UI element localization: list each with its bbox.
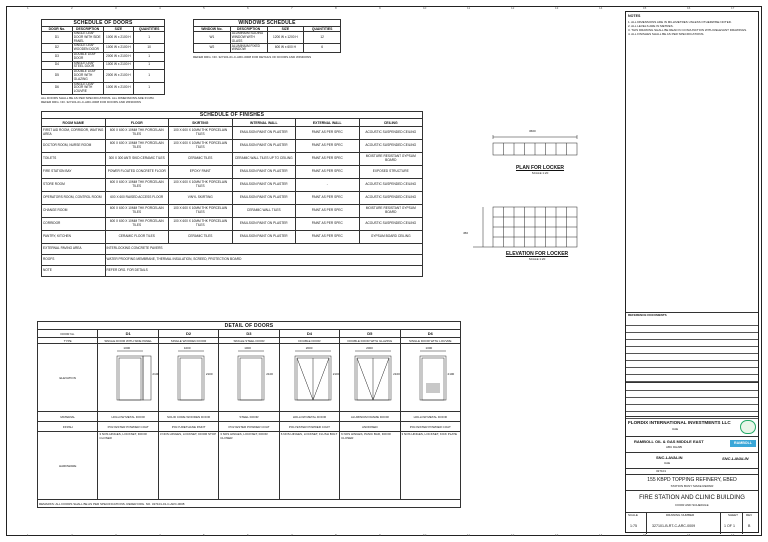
locker-elevation-sub: SCALE 1:20 xyxy=(528,257,546,261)
doors-cell: 10 xyxy=(134,44,165,53)
elev-dim-text: 450 xyxy=(463,231,469,235)
grid-number-bottom: 11 xyxy=(467,533,471,537)
grid-number-top: 1 xyxy=(27,6,29,10)
dd-types-cell: SINGLE STEEL DOOR xyxy=(219,338,279,344)
doors-cell: SINGLE LEAF STEEL DOOR xyxy=(72,61,103,70)
finishes-cell: PAINT AS PER SPEC xyxy=(296,218,360,231)
finishes-note-row xyxy=(42,244,423,255)
doors-cell: SINGLE LEAF DOOR WITH LOUVRE xyxy=(72,82,103,94)
dd-hardware-cell: 3 NOS HINGES, LOCKSET, DOOR CLOSER xyxy=(219,432,279,500)
doors-schedule-row xyxy=(42,82,165,94)
dd-elevation-cell xyxy=(219,344,279,412)
finishes-cell: 100 X 600 X 10MM THK PORCELAIN TILES xyxy=(169,140,233,153)
grid-number-top: 16 xyxy=(687,6,691,10)
finishes-cell: EXPOSED STRUCTURE xyxy=(359,166,423,179)
dd-types-cell: SINGLE WOODEN DOOR xyxy=(158,338,218,344)
grid-number-top: 5 xyxy=(203,6,205,10)
finishes-cell: ACOUSTIC SUSPENDED CEILING xyxy=(359,179,423,192)
grid-number-bottom: 12 xyxy=(511,533,515,537)
windows-schedule-title: WINDOWS SCHEDULE xyxy=(194,20,341,27)
finishes-cell: 600 X 600 X 10MM THK PORCELAIN TILES xyxy=(105,218,169,231)
grid-number-bottom: 9 xyxy=(379,533,381,537)
reference-row xyxy=(626,361,758,368)
finishes-cell: EMULSION PAINT ON PLASTER xyxy=(232,179,296,192)
door-details xyxy=(37,321,461,508)
doors-cell: 2000 W x 2100 H xyxy=(103,52,134,61)
finishes-cell: FIRST AID ROOM, CORRIDOR, WAITING AREA xyxy=(42,127,106,140)
finishes-cell: ACOUSTIC SUSPENDED CEILING xyxy=(359,192,423,205)
windows-cell: W1 xyxy=(194,32,231,44)
finishes-cell: OPERATORS ROOM, CONTROL ROOM xyxy=(42,192,106,205)
note-item: 4. ALL FINISHES SHALL BE AS PER SPECIFICATIONS. xyxy=(628,32,705,36)
locker-elevation-title: ELEVATION FOR LOCKER xyxy=(505,251,569,257)
dd-finish-cell: POLYESTER POWDER COAT xyxy=(98,422,158,432)
door-width-dim: 2000 xyxy=(305,346,313,350)
finishes-cell: CERAMIC TILES xyxy=(169,231,233,244)
finishes-cell: PAINT AS PER SPEC xyxy=(296,192,360,205)
finishes-header-internal-wall: INTERNAL WALL xyxy=(232,119,296,127)
dd-material-cell: HOLLOW METAL DOOR xyxy=(279,412,339,422)
dd-material-cell: SOLID CORE WOODEN DOOR xyxy=(158,412,218,422)
grid-number-top: 15 xyxy=(643,6,647,10)
finishes-header-ceiling: CEILING xyxy=(359,119,423,127)
title-block xyxy=(625,11,759,533)
door-height-dim: 2100 xyxy=(393,372,400,376)
finishes-row xyxy=(42,218,423,231)
finishes-row xyxy=(42,205,423,218)
notes-list xyxy=(628,20,756,36)
dd-types-cell: DOUBLE DOOR xyxy=(279,338,339,344)
grid-number-bottom: 3 xyxy=(115,533,117,537)
doors-header-qty: QUANTITIES xyxy=(134,27,165,32)
dd-material-cell: STEEL DOOR xyxy=(219,412,279,422)
grid-number-top: 3 xyxy=(115,6,117,10)
reference-row xyxy=(626,326,758,333)
finishes-cell: EMULSION PAINT ON PLASTER xyxy=(232,192,296,205)
doors-cell: 1 xyxy=(134,52,165,61)
dd-type_labels-cell: D1 xyxy=(98,330,158,338)
reference-row xyxy=(626,340,758,347)
finishes-cell: PANTRY, KITCHEN xyxy=(42,231,106,244)
grid-number-bottom: 10 xyxy=(423,533,427,537)
finishes-cell: TOILETS xyxy=(42,153,106,166)
dd-types-cell: SINGLE DOOR WITH LOUVRE xyxy=(400,338,460,344)
doors-cell: SINGLE LEAF WOODEN DOOR xyxy=(72,44,103,53)
project-no: 327101 xyxy=(656,469,667,473)
finishes-cell: ACOUSTIC SUSPENDED CEILING xyxy=(359,140,423,153)
windows-cell: 600 W x 600 H xyxy=(267,44,304,53)
reference-row xyxy=(626,347,758,354)
note-item: 2. ALL LEVELS ARE IN METRES. xyxy=(628,24,674,28)
grid-number-bottom: 8 xyxy=(335,533,337,537)
doors-schedule-title: SCHEDULE OF DOORS xyxy=(42,20,165,27)
dd-type_labels-cell: D3 xyxy=(219,330,279,338)
door-height-dim: 2100 xyxy=(447,372,455,376)
dd-hardware-cell: 3 NOS HINGES, LOCKSET, DOOR STOP xyxy=(158,432,218,500)
note-item: 1. ALL DIMENSIONS ARE IN MILLIMETRES UNLESS OTHERWISE NOTED. xyxy=(628,20,732,24)
doors-schedule-note: ALL DOORS SHALL BE AS PER SPECIFICATIONS. ALL DIMENSIONS ARE IN MM. REFER DRG. NO. 327101-01-C-ARC-0008 FOR DOORS AND WINDOWS xyxy=(41,95,155,104)
dd-type_labels-cell: D4 xyxy=(279,330,339,338)
doors-schedule-row xyxy=(42,52,165,61)
finishes-cell: MOISTURE RESISTANT GYPSUM BOARD xyxy=(359,153,423,166)
windows-cell: ALUMINIUM FIXED WINDOW xyxy=(230,44,267,53)
door-details-title: DETAIL OF DOORS xyxy=(38,322,461,330)
windows-cell: 12 xyxy=(304,32,341,44)
doors-cell: 1000 W x 2100 H xyxy=(103,82,134,94)
dd-elevation-cell xyxy=(340,344,400,412)
finishes-cell: PAINT AS PER SPEC xyxy=(296,166,360,179)
revision-row xyxy=(626,405,758,412)
grid-number-bottom: 15 xyxy=(643,533,647,537)
dd-label-no: DOOR No. xyxy=(38,330,98,338)
grid-number-top: 12 xyxy=(511,6,515,10)
notes-title: NOTES xyxy=(628,14,641,18)
windows-cell: 6 xyxy=(304,44,341,53)
grid-number-bottom: 1 xyxy=(27,533,29,537)
grid-number-bottom: 17 xyxy=(731,533,735,537)
finishes-cell: EMULSION PAINT ON PLASTER xyxy=(232,140,296,153)
door-elevation-sketch xyxy=(402,344,468,406)
drawing-number: 327101-B-RT-C-ARC-0009 xyxy=(652,524,696,528)
dd-elevation-cell xyxy=(98,344,158,412)
finishes-row xyxy=(42,231,423,244)
sheet-label: SHEET xyxy=(728,513,739,517)
doors-schedule-row xyxy=(42,70,165,82)
finishes-cell: DOCTOR ROOM, NURSE ROOM xyxy=(42,140,106,153)
doors-cell: D5 xyxy=(42,70,73,82)
project-name: 155 KBPD TOPPING REFINERY, EBED xyxy=(647,477,737,483)
finishes-row xyxy=(42,153,423,166)
dd-finish-cell: POLYESTER POWDER COAT xyxy=(279,422,339,432)
locker-plan-sub: SCALE 1:20 xyxy=(531,171,549,175)
grid-number-top: 4 xyxy=(159,6,161,10)
doors-header-size: SIZE xyxy=(103,27,134,32)
drawing-sheet xyxy=(6,6,762,536)
finishes-cell: - xyxy=(296,179,360,192)
grid-number-top: 8 xyxy=(335,6,337,10)
dd-elevation-cell xyxy=(158,344,218,412)
windows-cell: ALUMINIUM SLIDING WINDOW WITH GLASS xyxy=(230,32,267,44)
finishes-header-external-wall: EXTERNAL WALL xyxy=(296,119,360,127)
scale-label: SCALE xyxy=(628,513,638,517)
dd-elevation-cell xyxy=(279,344,339,412)
doors-schedule xyxy=(41,19,165,104)
finishes-cell: CERAMIC FLOOR TILES xyxy=(105,231,169,244)
client-sub: UAE xyxy=(672,427,679,431)
doors-header-desc: DESCRIPTION xyxy=(72,27,103,32)
windows-cell: 1200 W x 1200 H xyxy=(267,32,304,44)
plan-dim-text: 3600 xyxy=(529,129,536,133)
door-width-dim: 2000 xyxy=(366,346,373,350)
dd-material-cell: ALUMINIUM FRAME DOOR xyxy=(340,412,400,422)
reference-row xyxy=(626,333,758,340)
finishes-cell: POWER FLOATED CONCRETE FLOOR xyxy=(105,166,169,179)
door-height-dim: 2100 xyxy=(266,372,273,376)
locker-drawings xyxy=(453,125,593,275)
note-item: 3. THIS DRAWING SHALL BE READ IN CONJUNCTION WITH RELEVANT DRAWINGS. xyxy=(628,28,748,32)
doors-cell: D3 xyxy=(42,52,73,61)
windows-schedule-row xyxy=(194,32,341,44)
doors-cell: SINGLE LEAF DOOR WITH SIDE PANEL xyxy=(72,32,103,44)
door-elevation-sketch xyxy=(220,344,286,406)
dd-hardware-cell: 6 NOS HINGES, PANIC BAR, DOOR CLOSER xyxy=(340,432,400,500)
dd-hardware-cell: 3 NOS HINGES, LOCKSET, DOOR CLOSER xyxy=(98,432,158,500)
doors-cell: D2 xyxy=(42,44,73,53)
dd-elevation-cell xyxy=(400,344,460,412)
finishes-schedule xyxy=(41,111,423,277)
revision-row xyxy=(626,391,758,398)
rev-label: REV xyxy=(746,513,753,517)
finishes-cell: MOISTURE RESISTANT GYPSUM BOARD xyxy=(359,205,423,218)
windows-header-desc: DESCRIPTION xyxy=(230,27,267,32)
dd-label-hardware: HARDWARE xyxy=(38,432,98,500)
windows-schedule-note: REFER DRG. NO. 327101-01-C-ARC-0008 FOR DETAILS OF DOORS AND WINDOWS xyxy=(193,55,312,60)
grid-number-top: 11 xyxy=(467,6,471,10)
reference-row xyxy=(626,375,758,382)
grid-number-top: 7 xyxy=(291,6,293,10)
contractor-name: SNC-LAVALIN xyxy=(656,455,683,460)
consultant-name: RAMBOLL OIL & GAS MIDDLE EAST xyxy=(634,439,704,444)
windows-schedule-row xyxy=(194,44,341,53)
door-width-dim: 1000 xyxy=(425,346,433,350)
windows-schedule xyxy=(193,19,341,59)
finishes-cell: 300 X 300 ANTI SKID CERAMIC TILES xyxy=(105,153,169,166)
finishes-schedule-title: SCHEDULE OF FINISHES xyxy=(42,112,423,119)
finishes-note-value: REFER DRG. FOR DETAILS xyxy=(105,266,423,277)
door-height-dim: 2100 xyxy=(205,372,213,376)
grid-number-bottom: 16 xyxy=(687,533,691,537)
dd-types-cell: SINGLE DOOR WITH SIDE PANEL xyxy=(98,338,158,344)
grid-number-bottom: 13 xyxy=(555,533,559,537)
revision-row xyxy=(626,398,758,405)
dd-finish-cell: POLYESTER POWDER COAT xyxy=(400,422,460,432)
finishes-note-label: NOTE xyxy=(42,266,106,277)
finishes-cell: ACOUSTIC SUSPENDED CEILING xyxy=(359,218,423,231)
finishes-row xyxy=(42,192,423,205)
reference-row xyxy=(626,354,758,361)
finishes-cell: PAINT AS PER SPEC xyxy=(296,140,360,153)
door-height-dim: 2100 xyxy=(332,372,340,376)
doors-cell: DOUBLE LEAF DOOR WITH GLAZING xyxy=(72,70,103,82)
drawing-title: FIRE STATION AND CLINIC BUILDING xyxy=(639,495,745,501)
contractor-logo: SNC-LAVALIN xyxy=(722,456,749,461)
revision-row xyxy=(626,384,758,391)
grid-number-top: 10 xyxy=(423,6,427,10)
dd-label-material: MATERIAL xyxy=(38,412,98,422)
finishes-note-value: INTERLOCKING CONCRETE PAVERS xyxy=(105,244,423,255)
client-logo-icon xyxy=(740,420,756,434)
finishes-row xyxy=(42,166,423,179)
finishes-cell: CERAMIC TILES xyxy=(169,153,233,166)
finishes-note-value: WATER PROOFING MEMBRANE, THERMAL INSULATION, SCREED, PROTECTION BOARD xyxy=(105,255,423,266)
doors-cell: DOUBLE LEAF DOOR xyxy=(72,52,103,61)
door-width-dim: 1000 xyxy=(123,346,131,350)
client-name: FLORDIX INTERNATIONAL INVESTMENTS LLC xyxy=(628,420,731,425)
finishes-cell: EMULSION PAINT ON PLASTER xyxy=(232,231,296,244)
finishes-cell: 600 X 600 RAISED ACCESS FLOOR xyxy=(105,192,169,205)
finishes-cell: VINYL SKIRTING xyxy=(169,192,233,205)
grid-number-top: 9 xyxy=(379,6,381,10)
finishes-row xyxy=(42,179,423,192)
finishes-cell: CHANGE ROOM xyxy=(42,205,106,218)
rev-value: B xyxy=(748,524,751,528)
finishes-cell: PAINT AS PER SPEC xyxy=(296,231,360,244)
doors-cell: D1 xyxy=(42,32,73,44)
finishes-cell: ACOUSTIC SUSPENDED CEILING xyxy=(359,127,423,140)
door-width-dim: 1000 xyxy=(244,346,251,350)
grid-number-top: 13 xyxy=(555,6,559,10)
finishes-header-skirting: SKIRTING xyxy=(169,119,233,127)
bottom-grid-ruler xyxy=(7,533,763,538)
doors-cell: 1 xyxy=(134,82,165,94)
grid-number-bottom: 6 xyxy=(247,533,249,537)
dwg-label: DRAWING NUMBER xyxy=(666,513,695,517)
doors-schedule-row xyxy=(42,61,165,70)
doors-cell: D4 xyxy=(42,61,73,70)
windows-header-qty: QUANTITIES xyxy=(304,27,341,32)
reference-title: REFERENCE DOCUMENTS xyxy=(628,313,667,317)
locker-plan-title: PLAN FOR LOCKER xyxy=(515,165,565,171)
finishes-cell: GYPSUM BOARD CEILING xyxy=(359,231,423,244)
finishes-cell: 600 X 600 X 10MM THK PORCELAIN TILES xyxy=(105,179,169,192)
dd-type_labels-cell: D5 xyxy=(340,330,400,338)
finishes-cell: 600 X 600 X 10MM THK PORCELAIN TILES xyxy=(105,205,169,218)
finishes-note-row xyxy=(42,266,423,277)
dd-type_labels-cell: D6 xyxy=(400,330,460,338)
contractor-sub: UAE xyxy=(664,461,671,465)
doors-cell: 1000 W x 2100 H xyxy=(103,32,134,44)
windows-cell: W2 xyxy=(194,44,231,53)
finishes-header-room: ROOM NAME xyxy=(42,119,106,127)
doors-cell: 1000 W x 2100 H xyxy=(103,44,134,53)
finishes-cell: FIRE STATION BAY xyxy=(42,166,106,179)
finishes-cell: 100 X 600 X 10MM THK PORCELAIN TILES xyxy=(169,127,233,140)
grid-number-top: 14 xyxy=(599,6,603,10)
doors-header-no: DOOR No. xyxy=(42,27,73,32)
dd-material-cell: HOLLOW METAL DOOR xyxy=(400,412,460,422)
dd-material-cell: HOLLOW METAL DOOR xyxy=(98,412,158,422)
dd-finish-cell: POLYURETHANE PAINT xyxy=(158,422,218,432)
dd-label-finish: FINISH xyxy=(38,422,98,432)
dd-label-type: TYPE xyxy=(38,338,98,344)
finishes-cell: 600 X 600 X 10MM THK PORCELAIN TILES xyxy=(105,127,169,140)
drawing-sub: DOOR AND SCHEDULE xyxy=(675,503,709,507)
project-sub: STATION BUNY MAKE REPAIR xyxy=(670,484,714,488)
finishes-header-floor: FLOOR xyxy=(105,119,169,127)
finishes-cell: 100 X 600 X 10MM THK PORCELAIN TILES xyxy=(169,179,233,192)
consultant-sub: ABU DHABI xyxy=(666,445,683,449)
windows-header-size: SIZE xyxy=(267,27,304,32)
doors-cell: 1 xyxy=(134,32,165,44)
reference-row xyxy=(626,368,758,375)
finishes-cell: 600 X 600 X 10MM THK PORCELAIN TILES xyxy=(105,140,169,153)
grid-number-bottom: 14 xyxy=(599,533,603,537)
door-height-dim: 2100 xyxy=(152,372,160,376)
finishes-cell: EMULSION PAINT ON PLASTER xyxy=(232,218,296,231)
doors-cell: 1000 W x 2100 H xyxy=(103,61,134,70)
finishes-cell: 100 X 600 X 10MM THK PORCELAIN TILES xyxy=(169,205,233,218)
finishes-row xyxy=(42,127,423,140)
grid-number-top: 6 xyxy=(247,6,249,10)
finishes-cell: CORRIDOR xyxy=(42,218,106,231)
doors-cell: D6 xyxy=(42,82,73,94)
finishes-cell: STORE ROOM xyxy=(42,179,106,192)
dd-type_labels-cell: D2 xyxy=(158,330,218,338)
dd-hardware-cell: 3 NOS HINGES, LOCKSET, KICK PLATE xyxy=(400,432,460,500)
doors-schedule-row xyxy=(42,44,165,53)
finishes-cell: CERAMIC WALL TILES xyxy=(232,205,296,218)
finishes-cell: EPOXY PAINT xyxy=(169,166,233,179)
door-elevation-sketch xyxy=(160,344,226,406)
grid-number-bottom: 5 xyxy=(203,533,205,537)
dd-finish-cell: POLYESTER POWDER COAT xyxy=(219,422,279,432)
finishes-cell: PAINT AS PER SPEC xyxy=(296,205,360,218)
finishes-cell: PAINT AS PER SPEC xyxy=(296,153,360,166)
dd-hardware-cell: 6 NOS HINGES, LOCKSET, FLUSH BOLT xyxy=(279,432,339,500)
windows-header-no: WINDOW No. xyxy=(194,27,231,32)
doors-cell: 1 xyxy=(134,61,165,70)
doors-cell: 1 xyxy=(134,70,165,82)
consultant-logo: RAMBOLL xyxy=(730,440,756,447)
finishes-cell: PAINT AS PER SPEC xyxy=(296,127,360,140)
door-width-dim: 1000 xyxy=(183,346,191,350)
finishes-note-label: EXTERNAL PAVING AREA xyxy=(42,244,106,255)
finishes-cell: EMULSION PAINT ON PLASTER xyxy=(232,127,296,140)
sheet-value: 1 OF 1 xyxy=(724,524,735,528)
finishes-note-row xyxy=(42,255,423,266)
grid-number-bottom: 2 xyxy=(71,533,73,537)
grid-number-top: 17 xyxy=(731,6,735,10)
dd-label-elevation: ELEVATION xyxy=(38,344,98,412)
reference-row xyxy=(626,319,758,326)
dd-finish-cell: ANODISED xyxy=(340,422,400,432)
grid-number-bottom: 7 xyxy=(291,533,293,537)
finishes-cell: CERAMIC WALL TILES UP TO CEILING xyxy=(232,153,296,166)
grid-number-top: 2 xyxy=(71,6,73,10)
doors-cell: 2000 W x 2100 H xyxy=(103,70,134,82)
finishes-cell: EMULSION PAINT ON PLASTER xyxy=(232,166,296,179)
doors-schedule-row xyxy=(42,32,165,44)
dd-remark: REMARKS: ALL DOORS SHALL BE AS PER SPECIFICATIONS. REFER DRG. NO. 327101-01-C-ARC-0008 xyxy=(38,500,461,508)
finishes-row xyxy=(42,140,423,153)
grid-number-bottom: 4 xyxy=(159,533,161,537)
finishes-cell: 100 X 600 X 10MM THK PORCELAIN TILES xyxy=(169,218,233,231)
dd-types-cell: DOUBLE DOOR WITH GLAZING xyxy=(340,338,400,344)
scale-value: 1:75 xyxy=(630,524,637,528)
finishes-note-label: ROOFS xyxy=(42,255,106,266)
